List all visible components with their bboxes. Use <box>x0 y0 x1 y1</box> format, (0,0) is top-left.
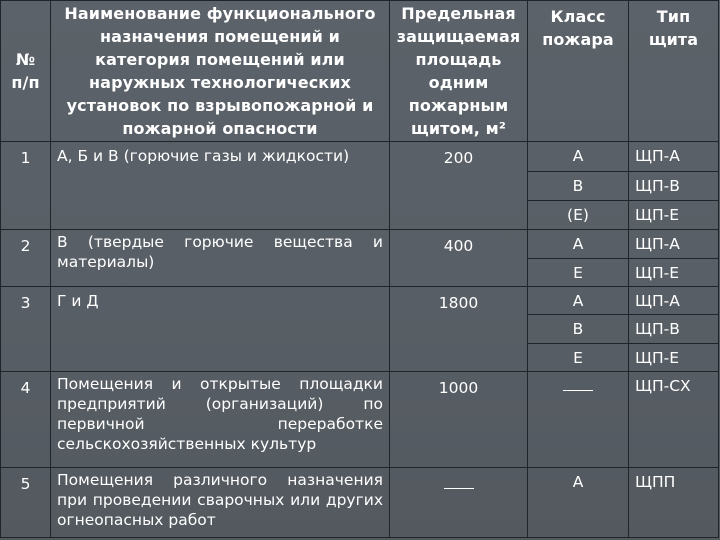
row-4-type-1: ЩП-СХ <box>629 372 719 468</box>
table-row <box>1 287 719 315</box>
row-4-num: 4 <box>1 372 51 468</box>
table-row <box>1 230 719 259</box>
header-type: Тип щита <box>629 1 719 142</box>
row-2-type-2: ЩП-Е <box>629 259 719 287</box>
row-1-class-2: В <box>528 172 629 201</box>
row-2-name: В (твердые горючие вещества и материалы) <box>51 230 390 287</box>
blank-dash <box>444 474 474 489</box>
row-1-class-3: (Е) <box>528 201 629 230</box>
row-1-num: 1 <box>1 142 51 230</box>
row-3-class-3: Е <box>528 344 629 372</box>
row-2-type-1: ЩП-А <box>629 230 719 259</box>
header-name: Наименование функционального назначения помещений и категория помещений или наружных технологических установок по взрывопожарной и пожарной опасности <box>51 1 390 142</box>
blank-dash <box>563 376 593 391</box>
row-1-type-1: ЩП-А <box>629 142 719 172</box>
row-3-type-3: ЩП-Е <box>629 344 719 372</box>
row-3-num: 3 <box>1 287 51 372</box>
row-5-class-1: А <box>528 468 629 538</box>
row-5-area-blank <box>390 468 528 538</box>
row-3-area: 1800 <box>390 287 528 372</box>
row-3-class-2: В <box>528 315 629 344</box>
header-area: Предельная защищаемая площадь одним пожарным щитом, м² <box>390 1 528 142</box>
row-1-type-3: ЩП-Е <box>629 201 719 230</box>
row-5-type-1: ЩПП <box>629 468 719 538</box>
row-4-name: Помещения и открытые площадки предприятий (организаций) по первичной переработке сельскохозяйственных культур <box>51 372 390 468</box>
row-4-class-blank <box>528 372 629 468</box>
table-row <box>1 142 719 172</box>
row-1-name: А, Б и В (горючие газы и жидкости) <box>51 142 390 230</box>
row-2-area: 400 <box>390 230 528 287</box>
table-row <box>1 372 719 468</box>
row-5-name: Помещения различного назначения при проведении сварочных или других огнеопасных работ <box>51 468 390 538</box>
table-row <box>1 468 719 538</box>
row-1-area: 200 <box>390 142 528 230</box>
header-class: Класс пожара <box>528 1 629 142</box>
header-num: № п/п <box>1 1 51 142</box>
row-3-type-1: ЩП-А <box>629 287 719 315</box>
row-4-area: 1000 <box>390 372 528 468</box>
row-1-class-1: А <box>528 142 629 172</box>
row-3-type-2: ЩП-В <box>629 315 719 344</box>
row-3-class-1: А <box>528 287 629 315</box>
row-2-num: 2 <box>1 230 51 287</box>
row-2-class-2: Е <box>528 259 629 287</box>
row-1-type-2: ЩП-В <box>629 172 719 201</box>
row-2-class-1: А <box>528 230 629 259</box>
row-5-num: 5 <box>1 468 51 538</box>
row-3-name: Г и Д <box>51 287 390 372</box>
header-row <box>1 1 719 142</box>
